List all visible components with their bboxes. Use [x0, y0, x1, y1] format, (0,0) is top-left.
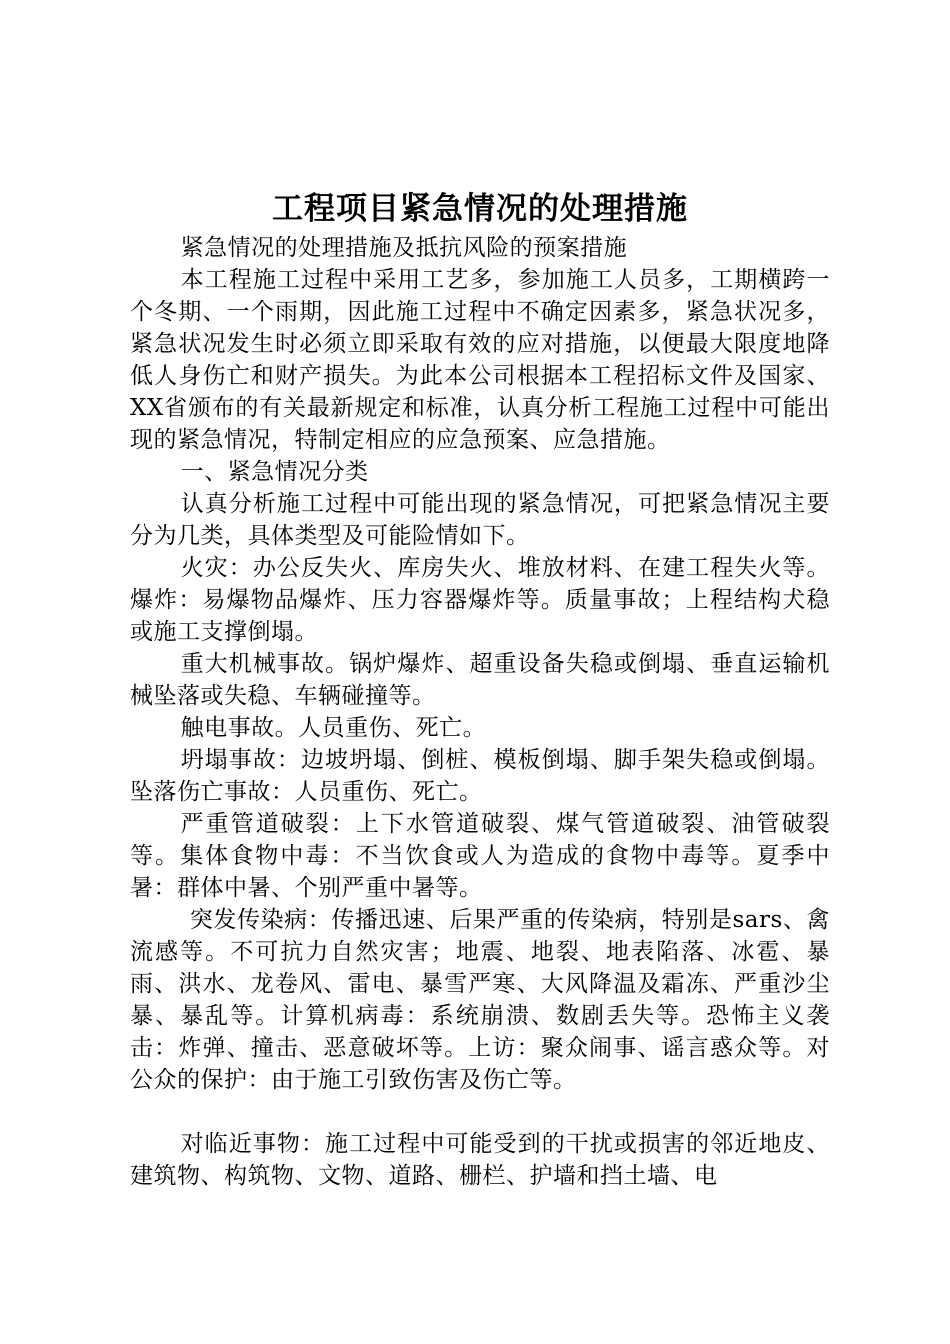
- paragraph-classification: 认真分析施工过程中可能出现的紧急情况，可把紧急情况主要分为几类，具体类型及可能险情如下。: [130, 491, 830, 549]
- paragraph-fire: 火灾：办公反失火、库房失火、堆放材料、在建工程失火等。爆炸：易爆物品爆炸、压力容器爆炸等。质量事故；上程结构犬稳或施工支撑倒塌。: [130, 555, 830, 645]
- paragraph-electric: 触电事故。人员重伤、死亡。: [180, 715, 487, 741]
- paragraph-disease: 突发传染病：传播迅速、后果严重的传染病，特别是sars、禽流感等。不可抗力自然灾害；地震、地裂、地表陷落、冰雹、暴雨、洪水、龙卷风、雷电、暴雪严寒、大风降温及霜冻、严重沙尘暴、暴乱等。计算机病毒：系统崩溃、数剧丢失等。恐怖主义袭击：炸弹、撞击、恶意破坏等。上访：聚众闹事、谣言惑众等。对公众的保护：由于施工引致伤害及伤亡等。: [130, 907, 830, 1093]
- document-title: 工程项目紧急情况的处理措施: [272, 191, 688, 227]
- paragraph-subtitle: 紧急情况的处理措施及抵抗风险的预案措施: [180, 235, 628, 261]
- paragraph-intro: 本工程施工过程中采用工艺多，参加施工人员多，工期横跨一个冬期、一个雨期，因此施工过程中不确定因素多，紧急状况多，紧急状况发生时必须立即采取有效的应对措施，以便最大限度地降低人身伤亡和财产损失。为此本公司根据本工程招标文件及国家、XX省颁布的有关最新规定和标准，认真分析工程施工过程中可能出现的紧急情况，特制定相应的应急预案、应急措施。: [130, 267, 830, 453]
- paragraph-machinery: 重大机械事故。锅炉爆炸、超重设备失稳或倒塌、垂直运输机械坠落或失稳、车辆碰撞等。: [130, 651, 830, 709]
- paragraph-neighbors: 对临近事物：施工过程中可能受到的干扰或损害的邻近地皮、建筑物、构筑物、文物、道路、栅栏、护墙和挡土墙、电: [130, 1131, 830, 1189]
- paragraph-collapse: 坍塌事故：边坡坍塌、倒桩、模板倒塌、脚手架失稳或倒塌。坠落伤亡事故：人员重伤、死亡。: [130, 747, 830, 805]
- paragraph-pipeline: 严重管道破裂：上下水管道破裂、煤气管道破裂、油管破裂等。集体食物中毒：不当饮食或人为造成的食物中毒等。夏季中暑：群体中暑、个别严重中暑等。: [130, 811, 830, 901]
- section-heading: 一、紧急情况分类: [180, 459, 369, 485]
- document-page: [130, 186, 830, 1192]
